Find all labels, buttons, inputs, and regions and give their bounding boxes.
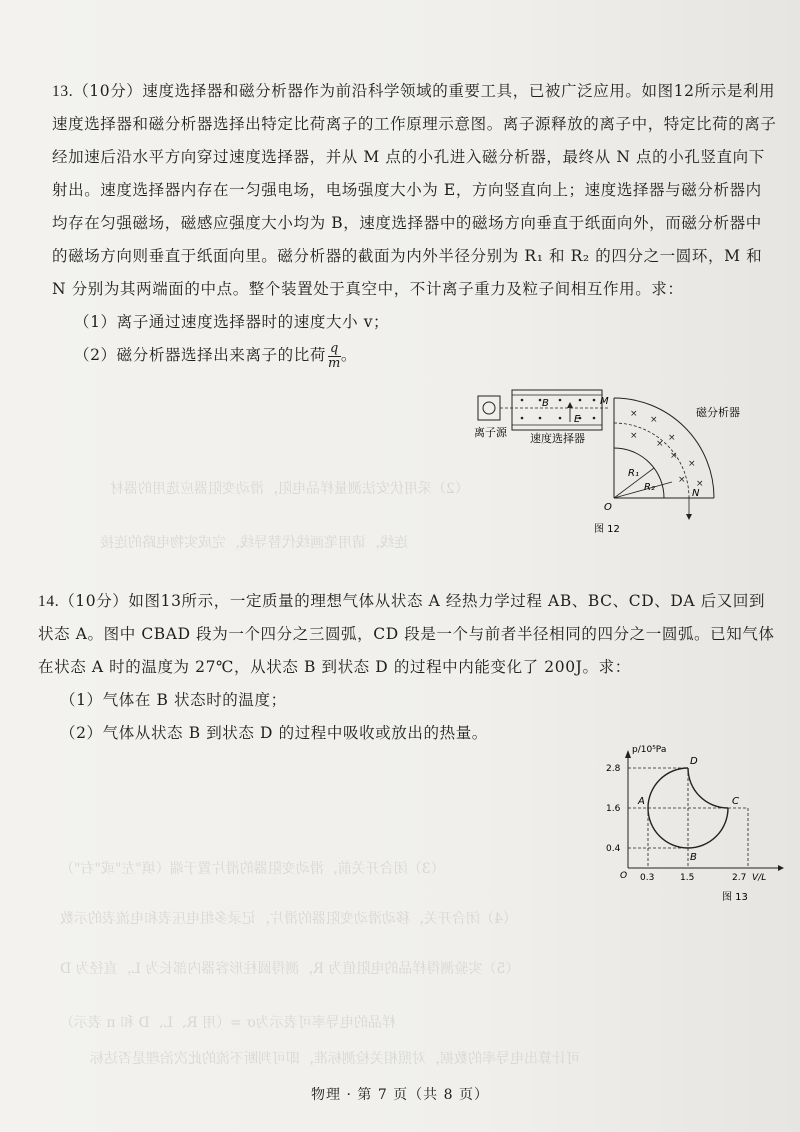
svg-text:×: × [656, 439, 664, 449]
x-tick: 0.3 [640, 873, 655, 883]
y-tick: 2.8 [606, 764, 621, 774]
velocity-selector [500, 390, 610, 430]
svg-text:×: × [630, 409, 638, 419]
question-body: 如图13所示，一定质量的理想气体从状态 A 经热力学过程 AB、BC、CD、DA 后又回到状态 A。图中 CBAD 段为一个四分之三圆弧，CD 段是一个与前者半径相同的四分之一圆弧。已知气体在状态 A 时的温度为 27℃，从状态 B 到状态 D 的过程中内能变化了 200J。求： [38, 592, 775, 676]
svg-text:×: × [670, 451, 678, 461]
page-footer: 物理 · 第 7 页（共 8 页） [311, 1087, 489, 1103]
ion-source-label: 离子源 [474, 426, 507, 439]
bleed-through-text: 样品的电导率可表示为σ =（用 R、L、D 和 π 表示） [60, 1015, 396, 1031]
part-2-suffix: 。 [340, 346, 358, 364]
question-13-stem [52, 75, 777, 306]
svg-text:×: × [668, 433, 676, 443]
question-13-part-2 [52, 339, 777, 372]
figure-12 [470, 386, 770, 536]
question-score: （10分） [73, 82, 143, 100]
point-C-label: C [732, 796, 739, 807]
bleed-through-text: （4）闭合开关，移动滑动变阻器的滑片，记录多组电压表和电流表的示数 [60, 911, 517, 927]
question-14-part-1: （1）气体在 B 状态时的温度； [60, 691, 287, 709]
question-14-stem [38, 585, 778, 684]
svg-text:×: × [696, 479, 704, 489]
svg-text:×: × [630, 431, 638, 441]
y-tick: 1.6 [606, 804, 621, 814]
field-B-label: B [542, 398, 549, 409]
radius-R2-label: R₂ [644, 482, 655, 493]
field-E-label: E [574, 414, 581, 425]
y-axis-label: p/10⁵Pa [632, 745, 667, 755]
fraction-denominator: m [327, 355, 341, 371]
svg-text:×: × [688, 459, 696, 469]
charge-mass-fraction [328, 342, 341, 371]
figure-13 [600, 740, 790, 920]
bleed-through-text: （2）采用伏安法测量样品电阻，滑动变阻器应选用的器材 [110, 481, 469, 497]
question-number: 13. [52, 83, 74, 100]
question-number: 14. [38, 593, 60, 610]
question-13 [52, 75, 777, 372]
point-M-label: M [600, 396, 609, 407]
question-14 [38, 585, 778, 750]
origin-label: O [620, 871, 628, 881]
bleed-through-text: 连线，请用笔画线代替导线，完成实物电路的连接 [100, 535, 408, 551]
x-tick: 2.7 [732, 873, 747, 883]
figure-12-caption: 图 12 [594, 524, 620, 535]
point-O-label: O [604, 502, 612, 513]
point-B-label: B [690, 852, 697, 863]
ion-source-icon [478, 396, 500, 420]
radius-R1-label: R₁ [628, 468, 639, 479]
question-score: （10分） [59, 592, 129, 610]
part-2-text: （2）磁分析器选择出来离子的比荷 [74, 346, 326, 364]
point-N-label: N [692, 488, 700, 499]
x-tick: 1.5 [680, 873, 695, 883]
question-14-part-2: （2）气体从状态 B 到状态 D 的过程中吸收或放出的热量。 [60, 724, 488, 742]
bleed-through-text: （3）闭合开关前，滑动变阻器的滑片置于端（填"左"或"右"） [60, 861, 445, 877]
question-13-part-1: （1）离子通过速度选择器时的速度大小 v； [74, 313, 390, 331]
arc-DC [688, 768, 728, 808]
velocity-selector-label: 速度选择器 [530, 432, 585, 445]
x-axis-label: V/L [752, 873, 767, 883]
magnetic-analyzer-label: 磁分析器 [696, 406, 740, 419]
svg-text:×: × [650, 415, 658, 425]
point-A-label: A [638, 796, 645, 807]
point-D-label: D [690, 756, 698, 767]
figure-13-caption: 图 13 [722, 892, 748, 903]
question-body: 速度选择器和磁分析器作为前沿科学领域的重要工具，已被广泛应用。如图12所示是利用速度选择器和磁分析器选择出特定比荷离子的工作原理示意图。离子源释放的离子中，特定比荷的离子经加速后沿水平方向穿过速度选择器，并从 M 点的小孔进入磁分析器，最终从 N 点的小孔竖直向下射出。速度选择器内存在一匀强电场，电场强度大小为 E，方向竖直向上；速度选择器与磁分析器内均存在匀强磁场，磁感应强度大小均为 B，速度选择器中的磁场方向垂直于纸面向外，而磁分析器中的磁场方向则垂直于纸面向里。磁分析器的截面为内外半径分别为 R₁ 和 R₂ 的四分之一圆环，M 和 N 分别为其两端面的中点。整个装置处于真空中，不计离子重力及粒子间相互作用。求： [52, 82, 777, 298]
fraction-numerator: q [329, 340, 339, 356]
y-tick: 0.4 [606, 844, 621, 854]
svg-text:×: × [678, 475, 686, 485]
bleed-through-text: （5）实验测得样品的电阻值为 R，测得圆柱形容器内部长为 L，直径为 D [60, 961, 520, 977]
bleed-through-text: 可计算出电导率的数据，对照相关检测标准，即可判断不流的此次治理是否达标 [90, 1051, 580, 1067]
